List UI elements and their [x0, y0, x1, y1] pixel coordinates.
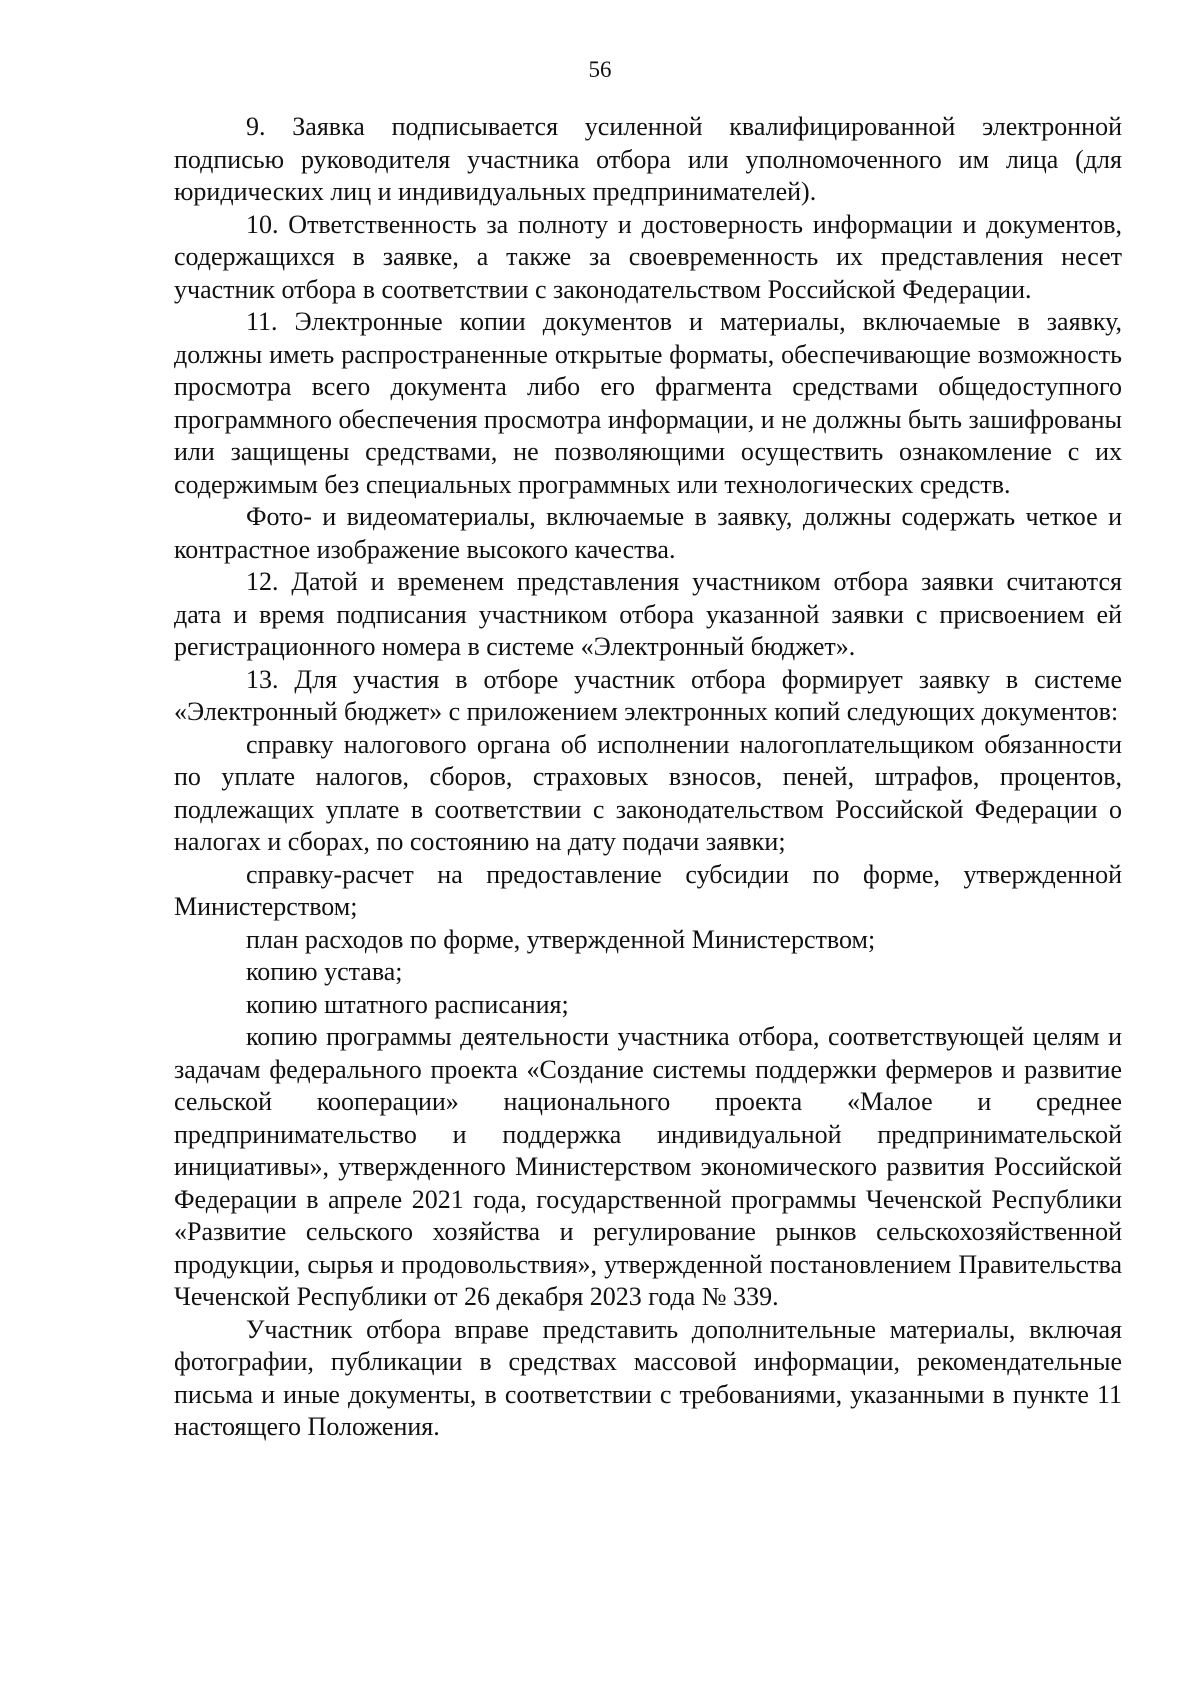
list-item-tax-certificate: справку налогового органа об исполнении налогоплательщиком обязанности по уплате налогов, сборов, страховых взносов, пеней, штрафов, процентов, подлежащих уплате в соответствии с законодательством Российской Федерации о налогах и сборах, по состоянию на дату подачи заявки; [174, 729, 1122, 856]
page-number: 56 [588, 57, 612, 82]
paragraph-photo-video-materials: Фото- и видеоматериалы, включаемые в заявку, должны содержать четкое и контрастное изображение высокого качества. [174, 502, 1122, 564]
paragraph-item-11-electronic-copies: 11. Электронные копии документов и материалы, включаемые в заявку, должны иметь распространенные открытые форматы, обеспечивающие возможность просмотра всего документа либо его фрагмента средствами общедоступного программного обеспечения просмотра информации, и не должны быть зашифрованы или защищены средствами, не позволяющими осуществить ознакомление с их содержимым без специальных программных или технологических средств. [174, 307, 1122, 499]
list-item-subsidy-calculation: справку-расчет на предоставление субсидии по форме, утвержденной Министерством; [174, 859, 1122, 921]
list-item-staff-schedule-copy: копию штатного расписания; [246, 989, 569, 1019]
list-item-charter-copy: копию устава; [246, 957, 403, 986]
paragraph-item-10-responsibility: 10. Ответственность за полноту и достоверность информации и документов, содержащихся в заявке, а также за своевременность их представления несет участник отбора в соответствии с законодательством Российской Федерации. [174, 209, 1122, 304]
document-body [174, 111, 1122, 1444]
paragraph-additional-materials: Участник отбора вправе представить дополнительные материалы, включая фотографии, публикации в средствах массовой информации, рекомендательные письма и иные документы, в соответствии с требованиями, указанными в пункте 11 настоящего Положения. [174, 1314, 1122, 1441]
list-item-expense-plan: план расходов по форме, утвержденной Министерством; [246, 924, 876, 954]
paragraph-item-9-signature: 9. Заявка подписывается усиленной квалифицированной электронной подписью руководителя участника отбора или уполномоченного им лица (для юридических лиц и индивидуальных предпринимателей). [174, 112, 1122, 206]
list-item-program-copy: копию программы деятельности участника отбора, соответствующей целям и задачам федерального проекта «Создание системы поддержки фермеров и развитие сельской кооперации» национального проекта «Малое и среднее предпринимательство и поддержка индивидуальной предпринимательской инициативы», утвержденного Министерством экономического развития Российской Федерации в апреле 2021 года, государственной программы Чеченской Республики «Развитие сельского хозяйства и регулирование рынков сельскохозяйственной продукции, сырья и продовольствия», утвержденной постановлением Правительства Чеченской Республики от 26 декабря 2023 года № 339. [174, 1022, 1122, 1311]
paragraph-item-13-documents-list: 13. Для участия в отборе участник отбора формирует заявку в системе «Электронный бюджет» с приложением электронных копий следующих документов: [174, 664, 1122, 726]
paragraph-item-12-submission-date: 12. Датой и временем представления участником отбора заявки считаются дата и время подписания участником отбора указанной заявки с присвоением ей регистрационного номера в системе «Электронный бюджет». [174, 567, 1122, 661]
